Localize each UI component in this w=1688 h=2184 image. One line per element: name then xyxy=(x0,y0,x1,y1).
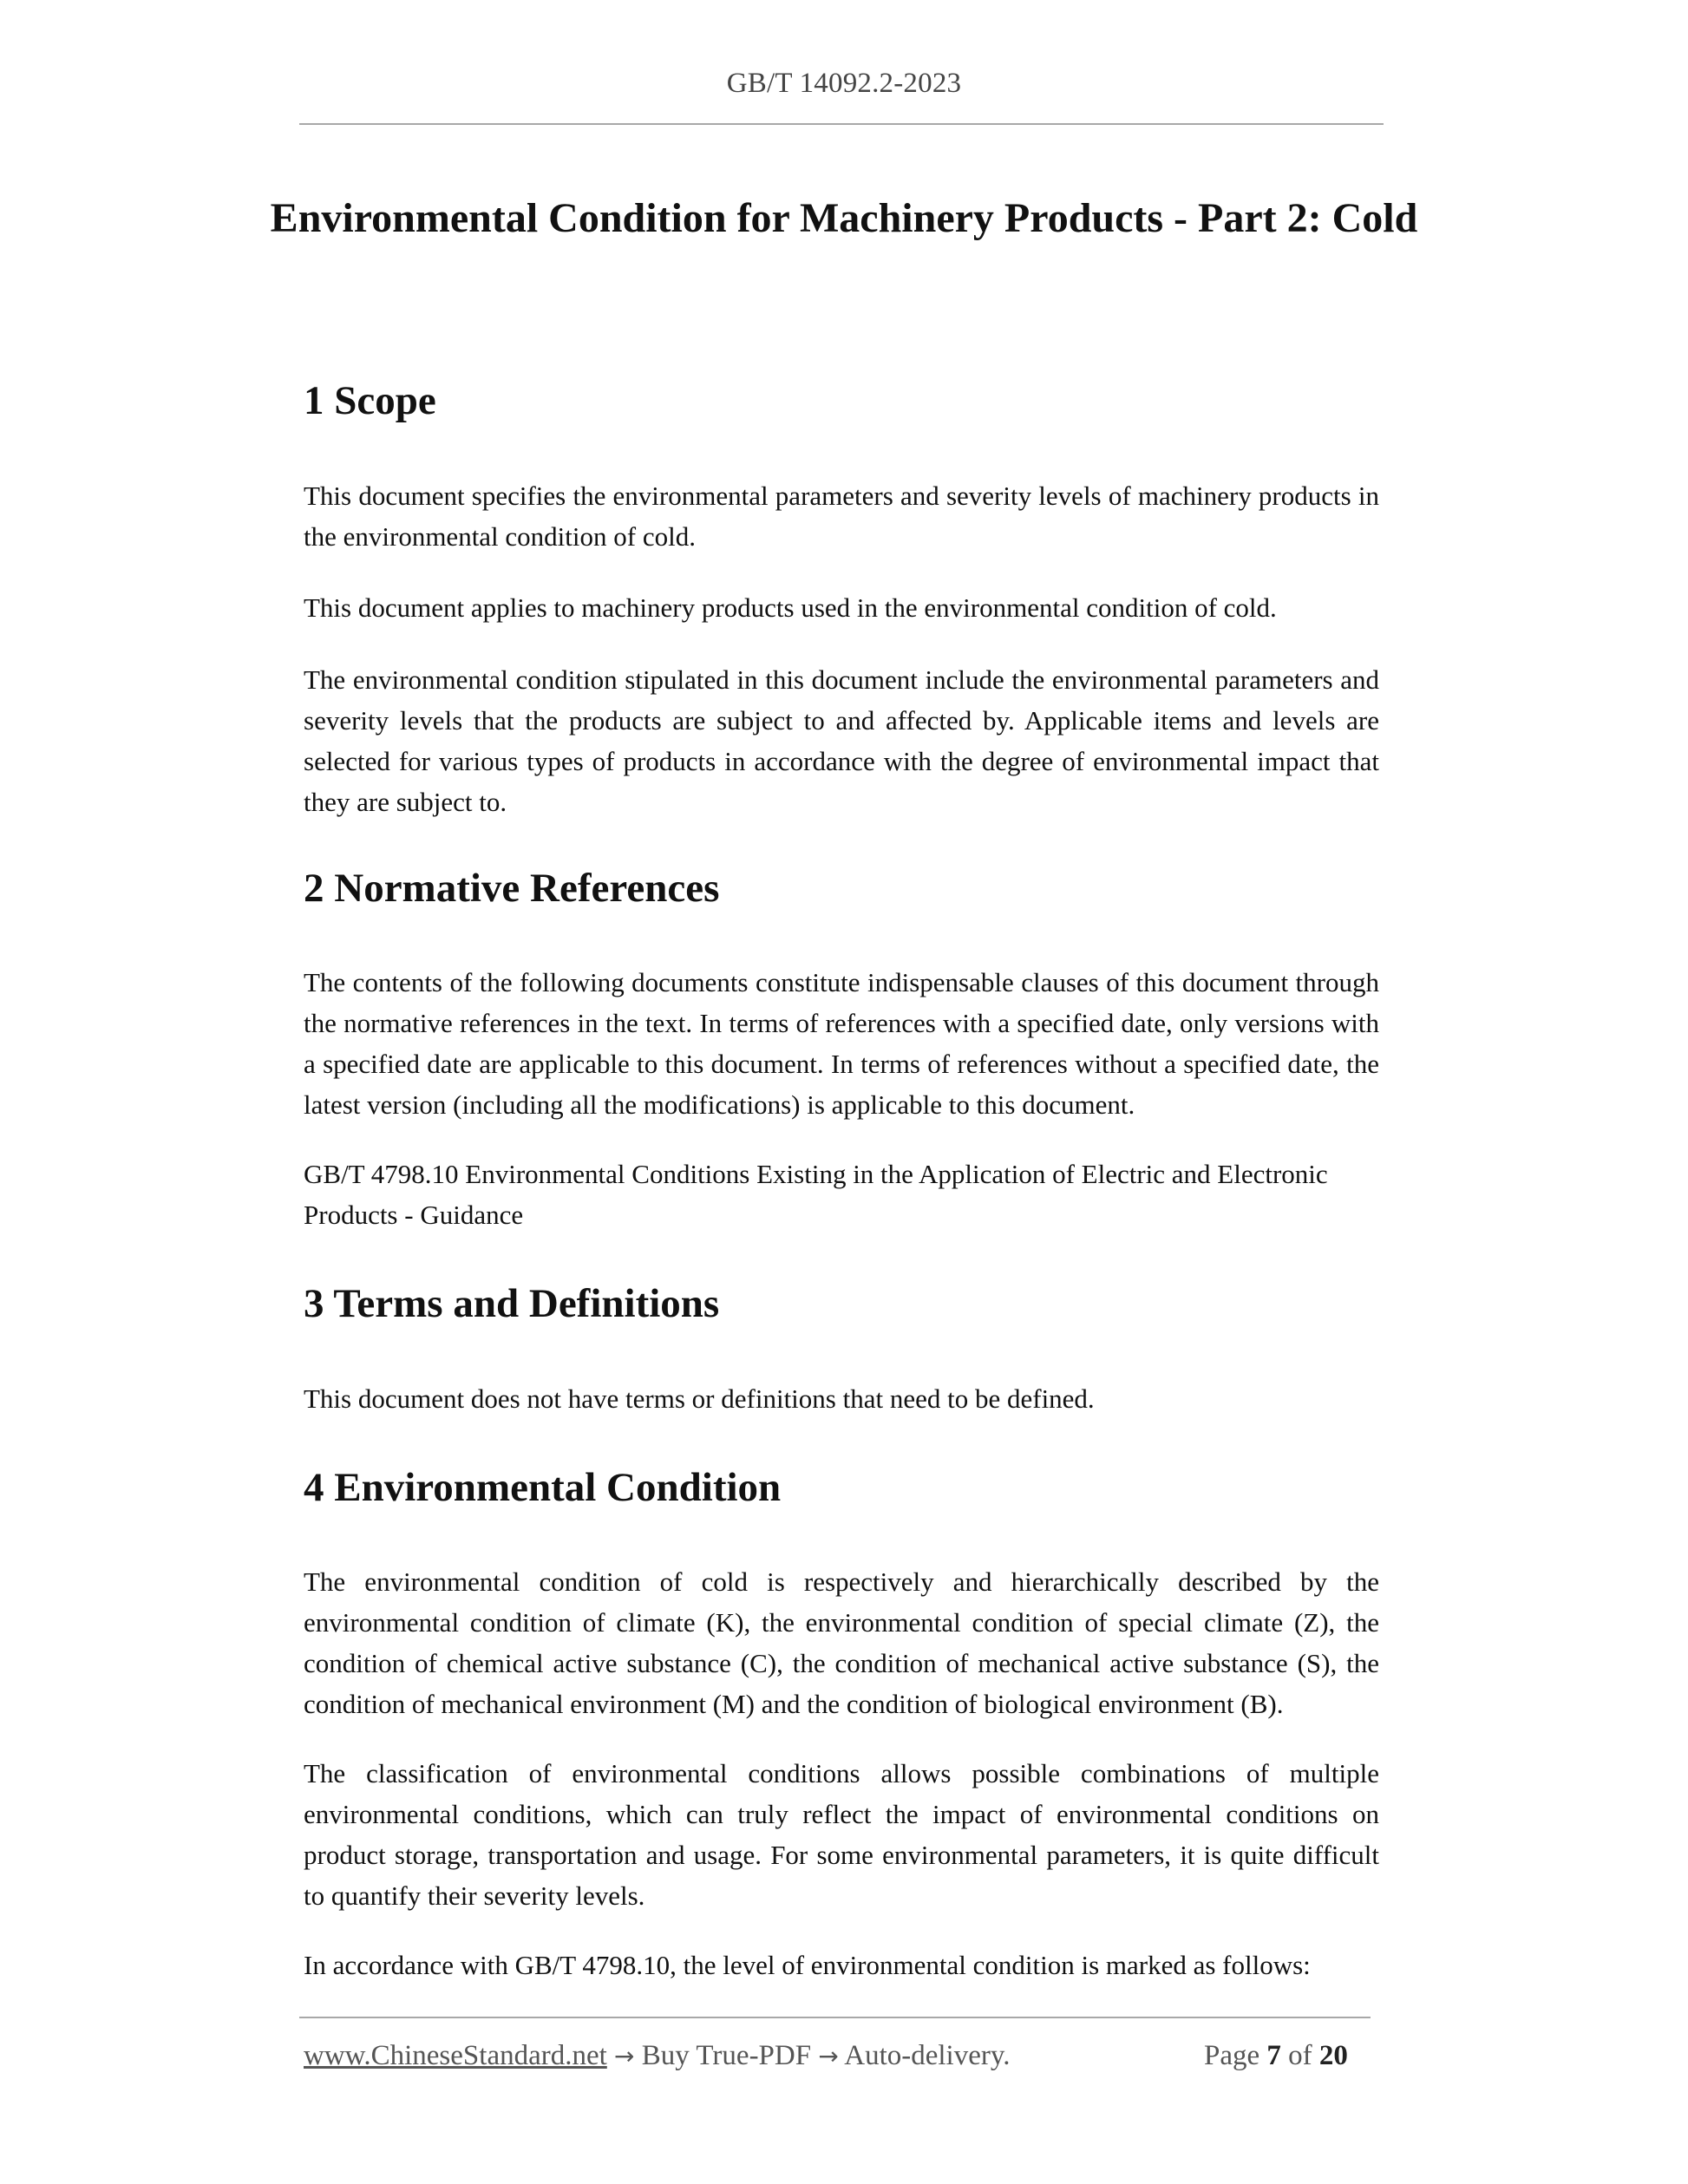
arrow-right-icon: → xyxy=(818,2042,839,2070)
page-indicator xyxy=(1204,2040,1348,2072)
site-link[interactable]: www.ChineseStandard.net xyxy=(304,2040,607,2071)
section-heading-normative-references: 2 Normative References xyxy=(304,866,720,911)
footer-promo xyxy=(304,2040,1010,2072)
terms-paragraph-1: This document does not have terms or definitions that need to be defined. xyxy=(304,1383,1095,1414)
arrow-right-icon: → xyxy=(614,2042,635,2070)
environment-paragraph-3: In accordance with GB/T 4798.10, the level of environmental condition is marked as follows: xyxy=(304,1950,1311,1980)
section-heading-scope: 1 Scope xyxy=(304,378,436,423)
footer-rule xyxy=(299,2017,1371,2018)
document-title: Environmental Condition for Machinery Products - Part 2: Cold xyxy=(270,195,1418,241)
scope-paragraph-1: This document specifies the environmental parameters and severity levels of machinery products in the environmental condition of cold. xyxy=(304,481,1379,552)
page-header-code: GB/T 14092.2-2023 xyxy=(726,68,962,99)
buy-true-pdf-text: Buy True-PDF xyxy=(641,2040,812,2071)
scope-paragraph-3: The environmental condition stipulated in this document include the environmental parameters and severity levels that the products are subject to and affected by. Applicable items and levels are selected for various types of products in accordance with the degree of environmental impact that they are subject to. xyxy=(304,664,1379,817)
page-label: Page xyxy=(1204,2040,1260,2071)
page-total: 20 xyxy=(1318,2040,1348,2071)
environment-paragraph-1: The environmental condition of cold is respectively and hierarchically described by the environmental condition of climate (K), the environmental condition of special climate (Z), the condition of chemical active substance (C), the condition of mechanical active substance (S), the condition of mechanical environment (M) and the condition of biological environment (B). xyxy=(304,1566,1379,1719)
references-paragraph-2: GB/T 4798.10 Environmental Conditions Existing in the Application of Electric and Electronic Products - Guidance xyxy=(304,1159,1328,1230)
page-number: 7 xyxy=(1266,2040,1281,2071)
of-label: of xyxy=(1288,2040,1312,2071)
section-heading-terms-definitions: 3 Terms and Definitions xyxy=(304,1281,720,1326)
section-heading-environmental-condition: 4 Environmental Condition xyxy=(304,1465,782,1510)
auto-delivery-text: Auto-delivery. xyxy=(844,2040,1011,2071)
scope-paragraph-2: This document applies to machinery products used in the environmental condition of cold. xyxy=(304,592,1277,623)
references-paragraph-1: The contents of the following documents constitute indispensable clauses of this document through the normative references in the text. In terms of references with a specified date, only versions with a specified date are applicable to this document. In terms of references without a specified date, the latest version (including all the modifications) is applicable to this document. xyxy=(304,967,1379,1120)
header-rule xyxy=(299,123,1384,125)
environment-paragraph-2: The classification of environmental conditions allows possible combinations of multiple environmental conditions, which can truly reflect the impact of environmental conditions on product storage, transportation and usage. For some environmental parameters, it is quite difficult to quantify their severity levels. xyxy=(304,1758,1379,1911)
